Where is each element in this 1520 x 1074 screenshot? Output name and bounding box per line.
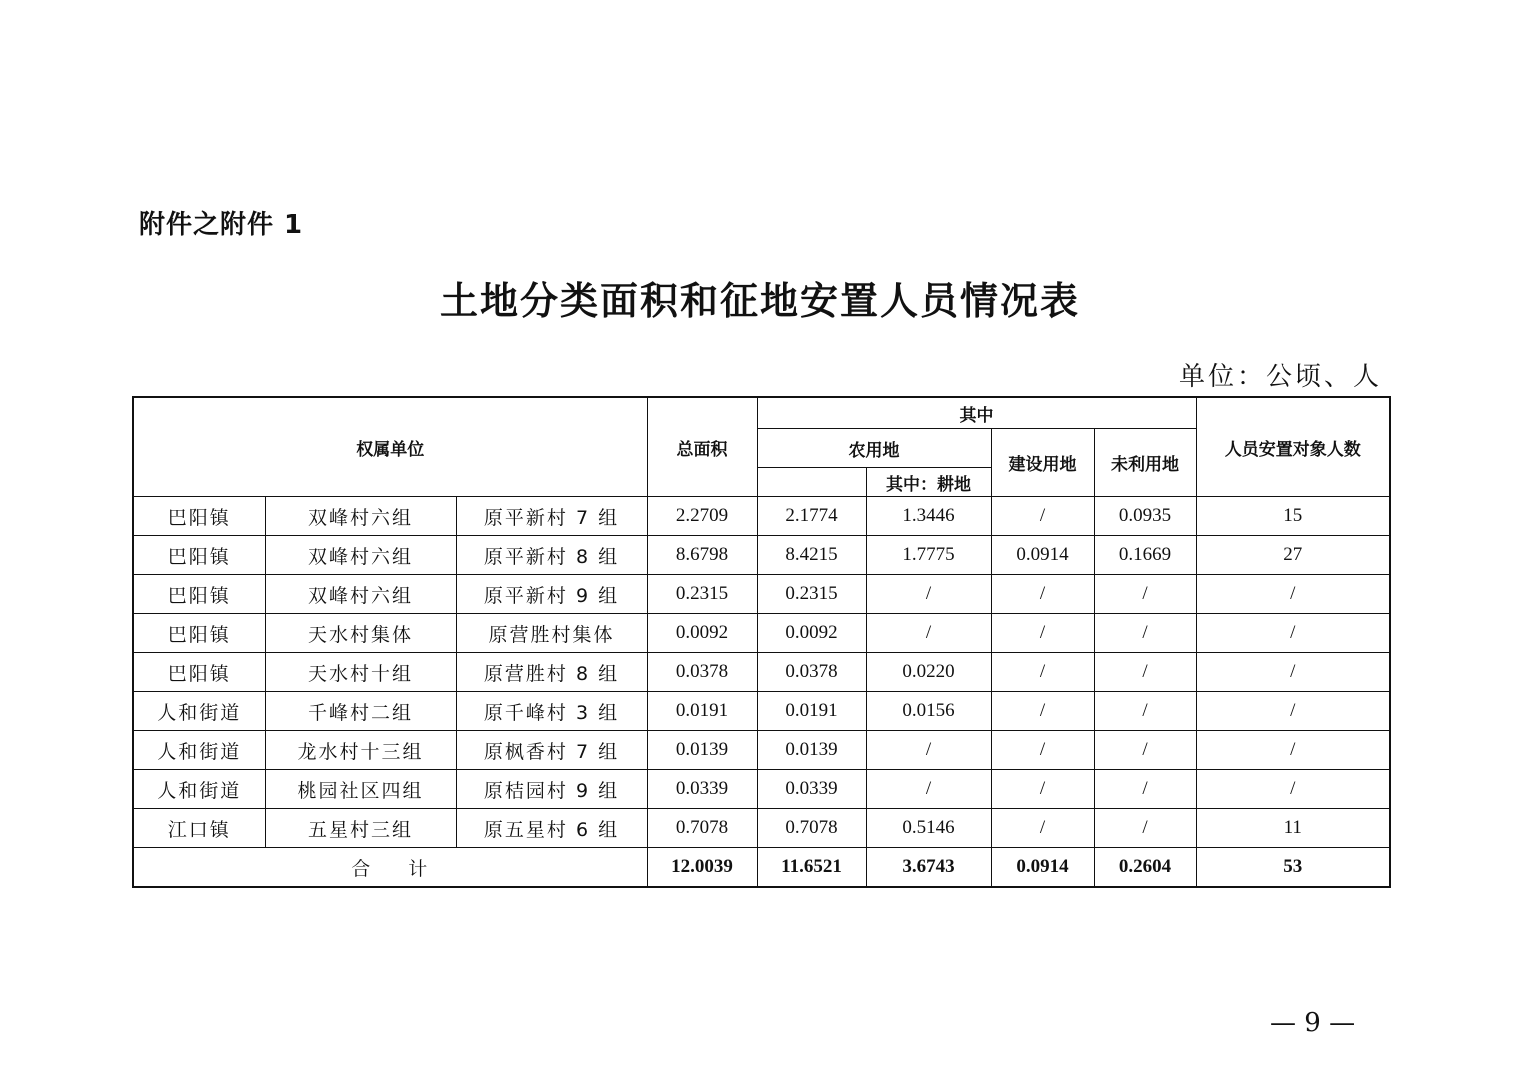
cell-agricultural: 0.7078 [757, 809, 866, 848]
total-agri: 11.6521 [757, 848, 866, 888]
cell-arable: / [866, 731, 991, 770]
cell-village: 天水村十组 [265, 653, 456, 692]
cell-construction: / [991, 653, 1094, 692]
cell-arable: 0.0220 [866, 653, 991, 692]
total-construction: 0.0914 [991, 848, 1094, 888]
cell-resettlement: 27 [1196, 536, 1390, 575]
total-unused: 0.2604 [1094, 848, 1196, 888]
cell-original-unit: 原枫香村 7 组 [456, 731, 647, 770]
cell-resettlement: / [1196, 614, 1390, 653]
cell-resettlement: 11 [1196, 809, 1390, 848]
cell-arable: / [866, 575, 991, 614]
cell-total-area: 0.0092 [647, 614, 757, 653]
cell-town: 人和街道 [133, 731, 265, 770]
cell-original-unit: 原五星村 6 组 [456, 809, 647, 848]
cell-total-area: 0.7078 [647, 809, 757, 848]
total-row [133, 848, 1390, 888]
cell-original-unit: 原营胜村 8 组 [456, 653, 647, 692]
document-title: 土地分类面积和征地安置人员情况表 [439, 278, 1080, 323]
cell-village: 双峰村六组 [265, 536, 456, 575]
cell-original-unit: 原千峰村 3 组 [456, 692, 647, 731]
cell-unused: / [1094, 731, 1196, 770]
table-row [133, 614, 1390, 653]
header-of-which: 其中 [757, 397, 1196, 429]
total-label [133, 848, 647, 888]
cell-unused: / [1094, 653, 1196, 692]
cell-construction: / [991, 731, 1094, 770]
cell-construction: / [991, 809, 1094, 848]
cell-construction: / [991, 575, 1094, 614]
cell-unused: / [1094, 809, 1196, 848]
cell-village: 五星村三组 [265, 809, 456, 848]
table-row [133, 653, 1390, 692]
cell-resettlement: / [1196, 575, 1390, 614]
total-arable: 3.6743 [866, 848, 991, 888]
table-row [133, 809, 1390, 848]
cell-total-area: 8.6798 [647, 536, 757, 575]
cell-construction: / [991, 614, 1094, 653]
cell-unused: 0.1669 [1094, 536, 1196, 575]
header-resettlement: 人员安置对象人数 [1196, 397, 1390, 497]
cell-total-area: 0.2315 [647, 575, 757, 614]
cell-agricultural: 0.0378 [757, 653, 866, 692]
cell-village: 天水村集体 [265, 614, 456, 653]
cell-agricultural: 2.1774 [757, 497, 866, 536]
unit-note: 单位：公顷、人 [1178, 362, 1382, 392]
cell-unused: / [1094, 614, 1196, 653]
table-row [133, 770, 1390, 809]
total-total: 12.0039 [647, 848, 757, 888]
cell-arable: / [866, 770, 991, 809]
cell-arable: / [866, 614, 991, 653]
cell-village: 龙水村十三组 [265, 731, 456, 770]
cell-town: 巴阳镇 [133, 497, 265, 536]
cell-original-unit: 原桔园村 9 组 [456, 770, 647, 809]
cell-agricultural: 0.0139 [757, 731, 866, 770]
cell-unused: 0.0935 [1094, 497, 1196, 536]
cell-arable: 0.5146 [866, 809, 991, 848]
cell-total-area: 0.0139 [647, 731, 757, 770]
cell-agricultural: 0.0191 [757, 692, 866, 731]
cell-town: 人和街道 [133, 692, 265, 731]
cell-unused: / [1094, 770, 1196, 809]
cell-total-area: 0.0378 [647, 653, 757, 692]
cell-unused: / [1094, 692, 1196, 731]
total-people: 53 [1196, 848, 1390, 888]
header-agricultural: 农用地 [757, 429, 991, 468]
header-construction: 建设用地 [991, 429, 1094, 497]
cell-total-area: 0.0339 [647, 770, 757, 809]
cell-original-unit: 原平新村 8 组 [456, 536, 647, 575]
cell-town: 巴阳镇 [133, 536, 265, 575]
cell-village: 桃园社区四组 [265, 770, 456, 809]
cell-unused: / [1094, 575, 1196, 614]
land-resettlement-table [132, 396, 1391, 888]
cell-village: 双峰村六组 [265, 497, 456, 536]
cell-arable: 0.0156 [866, 692, 991, 731]
attachment-label: 附件之附件 1 [139, 210, 304, 240]
cell-construction: / [991, 770, 1094, 809]
cell-agricultural: 0.0092 [757, 614, 866, 653]
cell-original-unit: 原营胜村集体 [456, 614, 647, 653]
cell-original-unit: 原平新村 9 组 [456, 575, 647, 614]
header-unused: 未利用地 [1094, 429, 1196, 497]
cell-town: 江口镇 [133, 809, 265, 848]
cell-agricultural: 0.0339 [757, 770, 866, 809]
cell-town: 巴阳镇 [133, 614, 265, 653]
cell-town: 人和街道 [133, 770, 265, 809]
cell-town: 巴阳镇 [133, 653, 265, 692]
header-ownership: 权属单位 [133, 397, 647, 497]
cell-agricultural: 0.2315 [757, 575, 866, 614]
header-of-which-arable: 其中：耕地 [866, 468, 991, 497]
cell-resettlement: / [1196, 692, 1390, 731]
cell-resettlement: / [1196, 731, 1390, 770]
cell-resettlement: / [1196, 653, 1390, 692]
cell-arable: 1.3446 [866, 497, 991, 536]
table-row [133, 536, 1390, 575]
cell-town: 巴阳镇 [133, 575, 265, 614]
table-row [133, 692, 1390, 731]
cell-resettlement: 15 [1196, 497, 1390, 536]
cell-construction: 0.0914 [991, 536, 1094, 575]
cell-total-area: 2.2709 [647, 497, 757, 536]
table-row [133, 731, 1390, 770]
cell-agricultural: 8.4215 [757, 536, 866, 575]
cell-arable: 1.7775 [866, 536, 991, 575]
page-number: — 9 — [1270, 1008, 1356, 1038]
header-total-area: 总面积 [647, 397, 757, 497]
cell-village: 双峰村六组 [265, 575, 456, 614]
table-row [133, 575, 1390, 614]
total-label-left: 合 [351, 857, 373, 880]
cell-construction: / [991, 692, 1094, 731]
cell-village: 千峰村二组 [265, 692, 456, 731]
total-label-right: 计 [408, 857, 430, 880]
header-agri-blank [757, 468, 866, 497]
table-row [133, 497, 1390, 536]
cell-total-area: 0.0191 [647, 692, 757, 731]
cell-construction: / [991, 497, 1094, 536]
cell-resettlement: / [1196, 770, 1390, 809]
cell-original-unit: 原平新村 7 组 [456, 497, 647, 536]
